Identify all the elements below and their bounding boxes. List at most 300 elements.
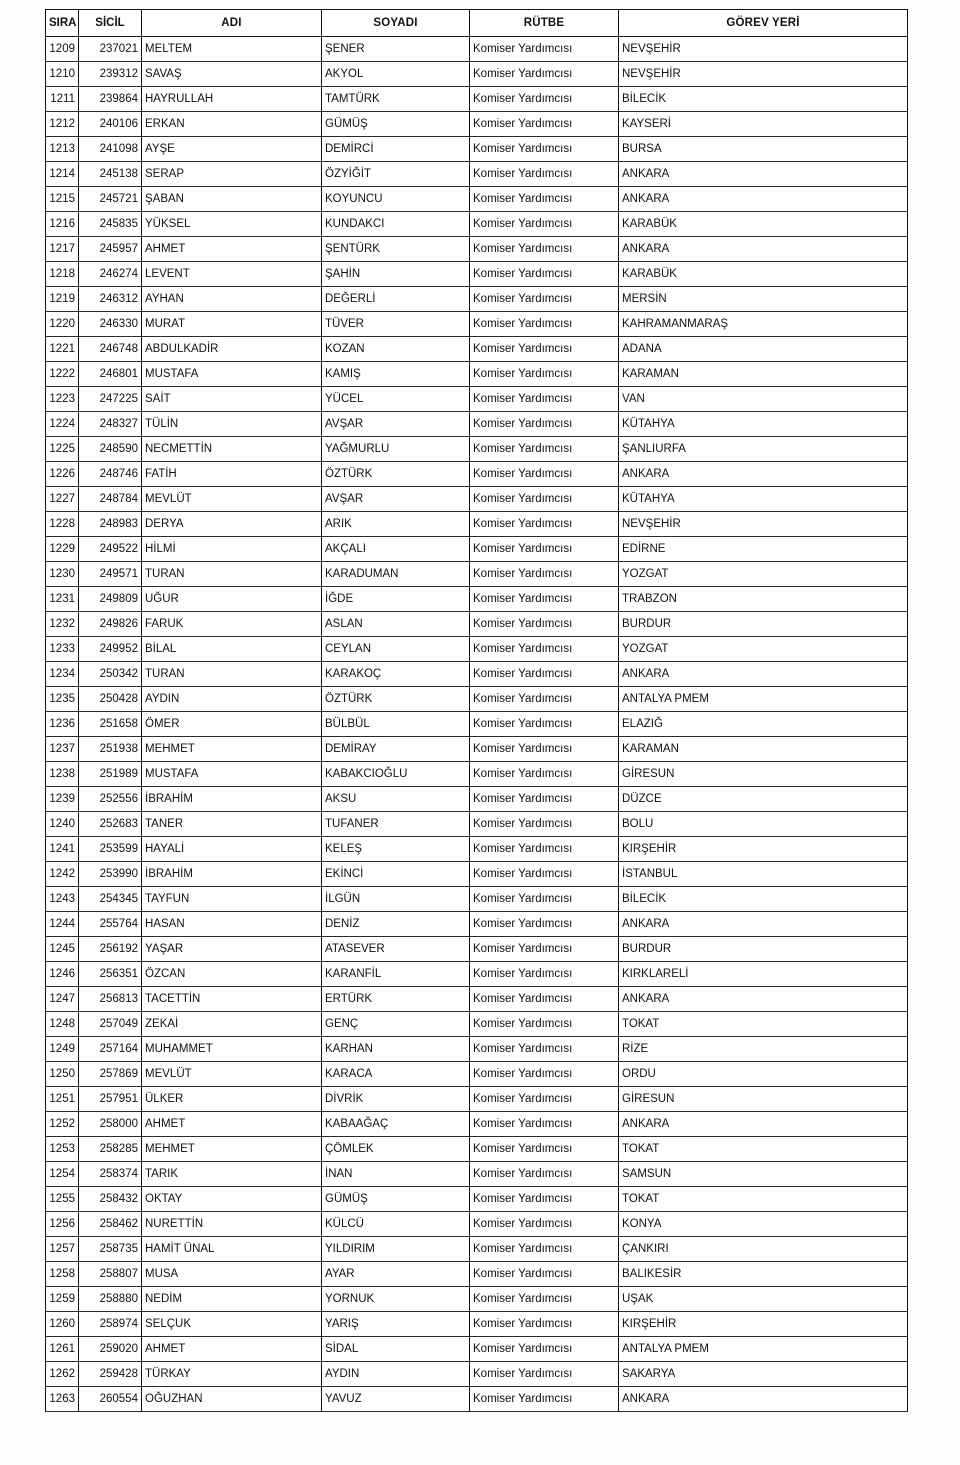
cell-soyadi: SİDAL [322,1337,470,1362]
cell-soyadi: KARADUMAN [322,562,470,587]
cell-soyadi: EKİNCİ [322,862,470,887]
cell-rutbe: Komiser Yardımcısı [470,787,619,812]
cell-sicil: 246274 [79,262,142,287]
cell-rutbe: Komiser Yardımcısı [470,1262,619,1287]
cell-rutbe: Komiser Yardımcısı [470,187,619,212]
cell-sicil: 259020 [79,1337,142,1362]
cell-gorev: BURDUR [619,937,908,962]
cell-soyadi: ATASEVER [322,937,470,962]
cell-gorev: ANKARA [619,662,908,687]
cell-sira: 1227 [46,487,79,512]
cell-sicil: 256192 [79,937,142,962]
cell-rutbe: Komiser Yardımcısı [470,562,619,587]
cell-gorev: BALIKESİR [619,1262,908,1287]
cell-sira: 1261 [46,1337,79,1362]
cell-gorev: ANKARA [619,162,908,187]
cell-soyadi: AYDIN [322,1362,470,1387]
table-row [46,1137,908,1162]
cell-rutbe: Komiser Yardımcısı [470,612,619,637]
table-row [46,887,908,912]
cell-sira: 1211 [46,87,79,112]
cell-sicil: 251658 [79,712,142,737]
cell-sira: 1223 [46,387,79,412]
cell-sicil: 250428 [79,687,142,712]
cell-sira: 1232 [46,612,79,637]
cell-adi: TURAN [142,662,322,687]
cell-adi: OĞUZHAN [142,1387,322,1412]
cell-sira: 1258 [46,1262,79,1287]
table-row [46,1312,908,1337]
cell-adi: MEHMET [142,1137,322,1162]
cell-adi: MURAT [142,312,322,337]
cell-soyadi: DEĞERLİ [322,287,470,312]
cell-gorev: BİLECİK [619,887,908,912]
table-row [46,562,908,587]
cell-gorev: TOKAT [619,1012,908,1037]
cell-rutbe: Komiser Yardımcısı [470,737,619,762]
cell-soyadi: ASLAN [322,612,470,637]
cell-sicil: 245835 [79,212,142,237]
table-row [46,862,908,887]
cell-rutbe: Komiser Yardımcısı [470,62,619,87]
cell-rutbe: Komiser Yardımcısı [470,1312,619,1337]
cell-sicil: 249952 [79,637,142,662]
cell-sicil: 237021 [79,37,142,62]
cell-rutbe: Komiser Yardımcısı [470,537,619,562]
cell-adi: AYŞE [142,137,322,162]
cell-sira: 1241 [46,837,79,862]
cell-gorev: SAMSUN [619,1162,908,1187]
cell-sira: 1254 [46,1162,79,1187]
cell-sira: 1243 [46,887,79,912]
cell-adi: FATİH [142,462,322,487]
cell-rutbe: Komiser Yardımcısı [470,1387,619,1412]
cell-soyadi: YORNUK [322,1287,470,1312]
table-row [46,1012,908,1037]
cell-soyadi: BÜLBÜL [322,712,470,737]
cell-adi: TAYFUN [142,887,322,912]
cell-sira: 1240 [46,812,79,837]
cell-adi: ÖZCAN [142,962,322,987]
cell-gorev: VAN [619,387,908,412]
cell-adi: ÖMER [142,712,322,737]
cell-rutbe: Komiser Yardımcısı [470,87,619,112]
cell-soyadi: AKYOL [322,62,470,87]
table-row [46,387,908,412]
cell-adi: UĞUR [142,587,322,612]
cell-sira: 1244 [46,912,79,937]
cell-sira: 1209 [46,37,79,62]
cell-gorev: ELAZIĞ [619,712,908,737]
cell-sira: 1220 [46,312,79,337]
cell-rutbe: Komiser Yardımcısı [470,387,619,412]
cell-soyadi: KARHAN [322,1037,470,1062]
cell-gorev: GİRESUN [619,1087,908,1112]
table-row [46,737,908,762]
cell-soyadi: KOYUNCU [322,187,470,212]
cell-sicil: 260554 [79,1387,142,1412]
roster-table-container [45,9,907,1412]
cell-gorev: BİLECİK [619,87,908,112]
table-row [46,1337,908,1362]
cell-soyadi: KAMIŞ [322,362,470,387]
cell-sicil: 257951 [79,1087,142,1112]
cell-sicil: 257049 [79,1012,142,1037]
table-row [46,1262,908,1287]
cell-sicil: 258462 [79,1212,142,1237]
cell-gorev: İSTANBUL [619,862,908,887]
cell-sira: 1234 [46,662,79,687]
cell-adi: LEVENT [142,262,322,287]
cell-sira: 1257 [46,1237,79,1262]
table-row [46,1187,908,1212]
cell-soyadi: KABAKCIOĞLU [322,762,470,787]
cell-soyadi: DEMİRAY [322,737,470,762]
table-row [46,412,908,437]
cell-gorev: DÜZCE [619,787,908,812]
cell-adi: ŞABAN [142,187,322,212]
cell-sira: 1248 [46,1012,79,1037]
table-row [46,262,908,287]
cell-rutbe: Komiser Yardımcısı [470,712,619,737]
cell-gorev: EDİRNE [619,537,908,562]
cell-sicil: 258285 [79,1137,142,1162]
table-row [46,587,908,612]
cell-sira: 1260 [46,1312,79,1337]
cell-adi: İBRAHİM [142,787,322,812]
table-row [46,1362,908,1387]
cell-gorev: KARAMAN [619,737,908,762]
cell-gorev: KARABÜK [619,212,908,237]
cell-soyadi: AVŞAR [322,487,470,512]
cell-sicil: 258974 [79,1312,142,1337]
cell-sira: 1222 [46,362,79,387]
cell-sicil: 239864 [79,87,142,112]
cell-soyadi: YAĞMURLU [322,437,470,462]
table-row [46,162,908,187]
cell-soyadi: AKÇALI [322,537,470,562]
cell-adi: MEVLÜT [142,1062,322,1087]
cell-soyadi: ŞAHİN [322,262,470,287]
cell-sira: 1245 [46,937,79,962]
table-row [46,112,908,137]
cell-soyadi: ÇÖMLEK [322,1137,470,1162]
cell-soyadi: AVŞAR [322,412,470,437]
cell-sira: 1238 [46,762,79,787]
cell-rutbe: Komiser Yardımcısı [470,1062,619,1087]
cell-rutbe: Komiser Yardımcısı [470,587,619,612]
cell-soyadi: KELEŞ [322,837,470,862]
cell-gorev: KÜTAHYA [619,412,908,437]
table-row [46,487,908,512]
cell-adi: AYHAN [142,287,322,312]
cell-gorev: ANTALYA PMEM [619,1337,908,1362]
cell-sira: 1250 [46,1062,79,1087]
cell-sicil: 254345 [79,887,142,912]
table-row [46,637,908,662]
cell-rutbe: Komiser Yardımcısı [470,212,619,237]
cell-sicil: 256351 [79,962,142,987]
cell-adi: TANER [142,812,322,837]
cell-sira: 1228 [46,512,79,537]
table-row [46,662,908,687]
cell-sira: 1226 [46,462,79,487]
table-row [46,1037,908,1062]
cell-sira: 1263 [46,1387,79,1412]
cell-soyadi: İNAN [322,1162,470,1187]
table-row [46,912,908,937]
cell-rutbe: Komiser Yardımcısı [470,912,619,937]
cell-gorev: TOKAT [619,1187,908,1212]
cell-sicil: 258735 [79,1237,142,1262]
cell-gorev: KIRKLARELİ [619,962,908,987]
cell-gorev: GİRESUN [619,762,908,787]
cell-gorev: KAHRAMANMARAŞ [619,312,908,337]
cell-adi: TURAN [142,562,322,587]
cell-soyadi: TAMTÜRK [322,87,470,112]
cell-adi: HAMİT ÜNAL [142,1237,322,1262]
cell-rutbe: Komiser Yardımcısı [470,1337,619,1362]
cell-adi: ZEKAİ [142,1012,322,1037]
cell-sicil: 246748 [79,337,142,362]
table-row [46,1062,908,1087]
table-row [46,762,908,787]
cell-sicil: 241098 [79,137,142,162]
cell-rutbe: Komiser Yardımcısı [470,1162,619,1187]
cell-sira: 1218 [46,262,79,287]
cell-rutbe: Komiser Yardımcısı [470,1012,619,1037]
table-body [46,37,908,1412]
cell-adi: HİLMİ [142,537,322,562]
cell-sicil: 258432 [79,1187,142,1212]
cell-rutbe: Komiser Yardımcısı [470,262,619,287]
cell-adi: ABDULKADİR [142,337,322,362]
cell-gorev: ANKARA [619,187,908,212]
cell-sicil: 249522 [79,537,142,562]
cell-soyadi: YILDIRIM [322,1237,470,1262]
cell-sicil: 258000 [79,1112,142,1137]
cell-sicil: 258880 [79,1287,142,1312]
cell-adi: NURETTİN [142,1212,322,1237]
cell-rutbe: Komiser Yardımcısı [470,462,619,487]
cell-soyadi: ÖZTÜRK [322,462,470,487]
cell-gorev: ANKARA [619,237,908,262]
cell-rutbe: Komiser Yardımcısı [470,112,619,137]
cell-sicil: 249571 [79,562,142,587]
cell-gorev: KIRŞEHİR [619,837,908,862]
table-row [46,337,908,362]
cell-adi: SERAP [142,162,322,187]
table-row [46,212,908,237]
cell-adi: MUSTAFA [142,362,322,387]
cell-soyadi: İĞDE [322,587,470,612]
cell-sicil: 248983 [79,512,142,537]
cell-sicil: 240106 [79,112,142,137]
cell-gorev: TRABZON [619,587,908,612]
cell-gorev: ŞANLIURFA [619,437,908,462]
cell-sira: 1233 [46,637,79,662]
cell-rutbe: Komiser Yardımcısı [470,412,619,437]
cell-soyadi: TÜVER [322,312,470,337]
cell-gorev: ANKARA [619,1387,908,1412]
cell-adi: HAYRULLAH [142,87,322,112]
cell-sicil: 252556 [79,787,142,812]
cell-sira: 1231 [46,587,79,612]
cell-rutbe: Komiser Yardımcısı [470,1287,619,1312]
cell-gorev: ORDU [619,1062,908,1087]
cell-soyadi: KARANFİL [322,962,470,987]
cell-adi: TARIK [142,1162,322,1187]
cell-soyadi: GÜMÜŞ [322,1187,470,1212]
cell-adi: YÜKSEL [142,212,322,237]
cell-adi: MEVLÜT [142,487,322,512]
cell-adi: OKTAY [142,1187,322,1212]
cell-sicil: 248590 [79,437,142,462]
cell-sicil: 248327 [79,412,142,437]
cell-gorev: MERSİN [619,287,908,312]
table-row [46,987,908,1012]
cell-sicil: 257869 [79,1062,142,1087]
cell-soyadi: ERTÜRK [322,987,470,1012]
table-row [46,837,908,862]
cell-sicil: 245957 [79,237,142,262]
cell-sira: 1246 [46,962,79,987]
cell-gorev: BURSA [619,137,908,162]
cell-soyadi: ÖZYİĞİT [322,162,470,187]
cell-sicil: 259428 [79,1362,142,1387]
cell-soyadi: AKSU [322,787,470,812]
cell-sicil: 253990 [79,862,142,887]
cell-soyadi: CEYLAN [322,637,470,662]
cell-soyadi: DEMİRCİ [322,137,470,162]
cell-soyadi: GÜMÜŞ [322,112,470,137]
cell-sira: 1210 [46,62,79,87]
cell-soyadi: KUNDAKCI [322,212,470,237]
cell-rutbe: Komiser Yardımcısı [470,1037,619,1062]
cell-soyadi: DENİZ [322,912,470,937]
cell-rutbe: Komiser Yardımcısı [470,512,619,537]
cell-gorev: KÜTAHYA [619,487,908,512]
cell-sicil: 245721 [79,187,142,212]
cell-soyadi: YARIŞ [322,1312,470,1337]
table-header [46,10,908,37]
column-header-rutbe: RÜTBE [470,10,619,37]
cell-rutbe: Komiser Yardımcısı [470,762,619,787]
cell-rutbe: Komiser Yardımcısı [470,812,619,837]
table-row [46,1237,908,1262]
cell-sicil: 249809 [79,587,142,612]
cell-rutbe: Komiser Yardımcısı [470,312,619,337]
cell-soyadi: İLGÜN [322,887,470,912]
cell-gorev: KIRŞEHİR [619,1312,908,1337]
cell-gorev: NEVŞEHİR [619,512,908,537]
cell-adi: MUSTAFA [142,762,322,787]
table-row [46,37,908,62]
cell-sira: 1242 [46,862,79,887]
cell-gorev: ANKARA [619,462,908,487]
cell-rutbe: Komiser Yardımcısı [470,1237,619,1262]
cell-soyadi: ŞENTÜRK [322,237,470,262]
cell-gorev: YOZGAT [619,562,908,587]
cell-sicil: 258807 [79,1262,142,1287]
cell-gorev: ANKARA [619,987,908,1012]
cell-sicil: 257164 [79,1037,142,1062]
cell-sira: 1219 [46,287,79,312]
cell-adi: ERKAN [142,112,322,137]
cell-rutbe: Komiser Yardımcısı [470,137,619,162]
cell-sira: 1256 [46,1212,79,1237]
cell-rutbe: Komiser Yardımcısı [470,862,619,887]
cell-gorev: NEVŞEHİR [619,37,908,62]
table-row [46,62,908,87]
cell-adi: AHMET [142,1337,322,1362]
cell-adi: YAŞAR [142,937,322,962]
cell-rutbe: Komiser Yardımcısı [470,1212,619,1237]
cell-soyadi: ÖZTÜRK [322,687,470,712]
cell-soyadi: AYAR [322,1262,470,1287]
cell-rutbe: Komiser Yardımcısı [470,962,619,987]
cell-soyadi: DİVRİK [322,1087,470,1112]
cell-rutbe: Komiser Yardımcısı [470,162,619,187]
cell-sira: 1212 [46,112,79,137]
cell-sira: 1214 [46,162,79,187]
table-row [46,812,908,837]
cell-sira: 1224 [46,412,79,437]
table-row [46,712,908,737]
table-header-row [46,10,908,37]
cell-soyadi: YAVUZ [322,1387,470,1412]
cell-sicil: 251938 [79,737,142,762]
table-row [46,1212,908,1237]
cell-sicil: 256813 [79,987,142,1012]
cell-gorev: BURDUR [619,612,908,637]
column-header-adi: ADI [142,10,322,37]
cell-adi: AHMET [142,1112,322,1137]
cell-sicil: 246801 [79,362,142,387]
cell-gorev: ANKARA [619,912,908,937]
cell-sira: 1259 [46,1287,79,1312]
cell-adi: HAYALİ [142,837,322,862]
cell-sicil: 252683 [79,812,142,837]
cell-sira: 1249 [46,1037,79,1062]
cell-rutbe: Komiser Yardımcısı [470,837,619,862]
cell-soyadi: ŞENER [322,37,470,62]
cell-sira: 1251 [46,1087,79,1112]
cell-gorev: ÇANKIRI [619,1237,908,1262]
cell-sira: 1225 [46,437,79,462]
cell-gorev: BOLU [619,812,908,837]
cell-adi: ÜLKER [142,1087,322,1112]
cell-rutbe: Komiser Yardımcısı [470,362,619,387]
cell-rutbe: Komiser Yardımcısı [470,437,619,462]
cell-adi: NECMETTİN [142,437,322,462]
table-row [46,962,908,987]
cell-sira: 1235 [46,687,79,712]
cell-sicil: 248746 [79,462,142,487]
cell-sicil: 245138 [79,162,142,187]
cell-rutbe: Komiser Yardımcısı [470,637,619,662]
cell-gorev: KONYA [619,1212,908,1237]
cell-sira: 1262 [46,1362,79,1387]
cell-sira: 1237 [46,737,79,762]
cell-sicil: 255764 [79,912,142,937]
cell-rutbe: Komiser Yardımcısı [470,1087,619,1112]
table-row [46,137,908,162]
table-row [46,612,908,637]
table-row [46,362,908,387]
cell-sicil: 248784 [79,487,142,512]
cell-sira: 1247 [46,987,79,1012]
